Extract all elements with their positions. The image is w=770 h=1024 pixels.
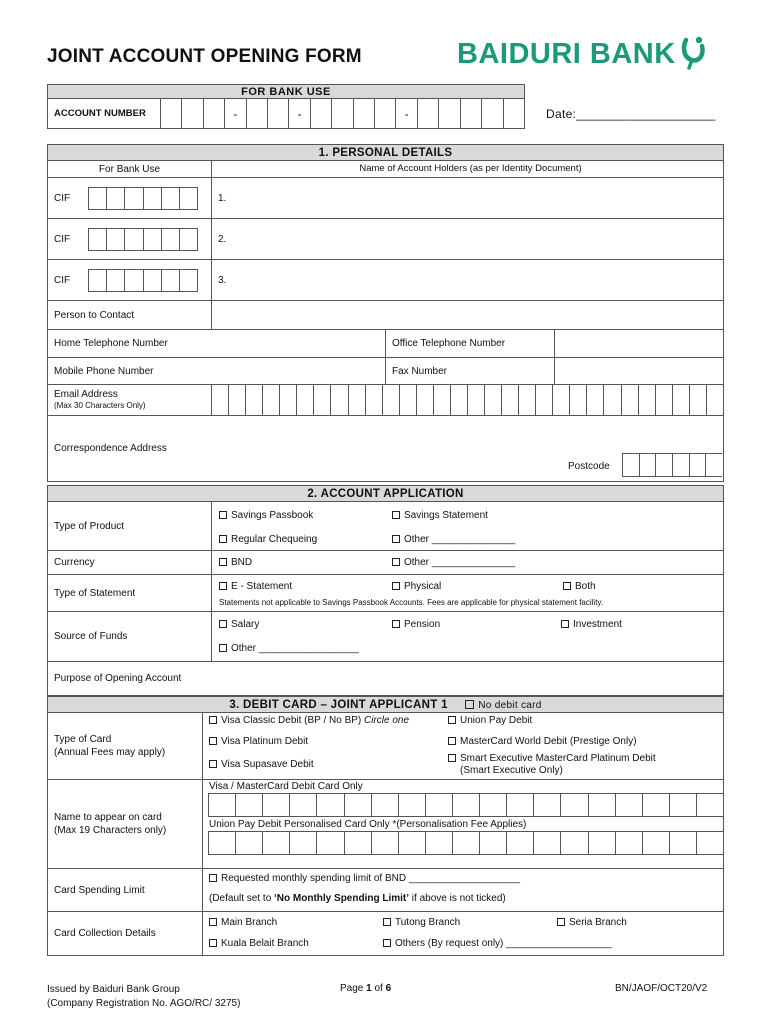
- person-to-contact-field[interactable]: [212, 301, 723, 329]
- correspondence-address-label: Correspondence Address: [54, 443, 167, 454]
- e-statement-option[interactable]: E - Statement: [219, 581, 292, 592]
- logo-mark-icon: [678, 34, 706, 74]
- salary-option[interactable]: Salary: [219, 619, 259, 630]
- logo-text: BAIDURI BANK: [457, 37, 676, 70]
- pension-option[interactable]: Pension: [392, 619, 440, 630]
- name-on-card-label: Name to appear on card (Max 19 Characters only): [48, 780, 203, 868]
- form-title: JOINT ACCOUNT OPENING FORM: [47, 46, 362, 67]
- postcode-boxes[interactable]: [622, 453, 722, 477]
- for-bank-use-label: For Bank Use: [48, 161, 212, 177]
- statement-note: Statements not applicable to Savings Passbook Accounts. Fees are applicable for physical statement facility.: [219, 598, 604, 607]
- physical-option[interactable]: Physical: [392, 581, 441, 592]
- holder-2-name[interactable]: 2.: [218, 233, 227, 245]
- union-personalised-label: Union Pay Debit Personalised Card Only *(Personalisation Fee Applies): [209, 819, 527, 830]
- type-of-product-label: Type of Product: [48, 502, 212, 550]
- cif-3-boxes[interactable]: [88, 269, 198, 292]
- cif-2-boxes[interactable]: [88, 228, 198, 251]
- investment-option[interactable]: Investment: [561, 619, 622, 630]
- type-of-statement-label: Type of Statement: [48, 575, 212, 611]
- source-of-funds-label: Source of Funds: [48, 612, 212, 661]
- requested-limit-option[interactable]: Requested monthly spending limit of BND ____________________: [209, 873, 520, 884]
- page-number: Page 1 of 6: [340, 983, 392, 994]
- union-pay-option[interactable]: Union Pay Debit: [448, 715, 532, 726]
- cif-3: CIF: [48, 260, 212, 300]
- regular-chequeing-option[interactable]: Regular Chequeing: [219, 534, 317, 545]
- holders-header: Name of Account Holders (as per Identity Document): [359, 162, 582, 174]
- cif-1-boxes[interactable]: [88, 187, 198, 210]
- email-boxes[interactable]: [212, 385, 723, 415]
- union-name-boxes[interactable]: [208, 831, 723, 855]
- fax-label: Fax Number: [386, 358, 555, 384]
- email-label: Email Address (Max 30 Characters Only): [48, 385, 212, 415]
- savings-statement-option[interactable]: Savings Statement: [392, 510, 488, 521]
- spending-limit-label: Card Spending Limit: [48, 869, 203, 911]
- bank-use-header: FOR BANK USE: [48, 85, 524, 99]
- product-other-option[interactable]: Other _______________: [392, 534, 515, 545]
- currency-label: Currency: [48, 551, 212, 574]
- cif-1: CIF: [48, 178, 212, 218]
- bank-logo: [457, 34, 706, 74]
- account-number-label: ACCOUNT NUMBER: [48, 99, 161, 128]
- account-number-cells[interactable]: - - -: [161, 99, 524, 128]
- currency-other-option[interactable]: Other _______________: [392, 557, 515, 568]
- tutong-branch-option[interactable]: Tutong Branch: [383, 917, 460, 928]
- collection-label: Card Collection Details: [48, 912, 203, 955]
- no-debit-card-option[interactable]: No debit card: [465, 700, 541, 711]
- default-limit-note: (Default set to ‘No Monthly Spending Limit’ if above is not ticked): [209, 893, 506, 904]
- funds-other-option[interactable]: Other __________________: [219, 643, 359, 654]
- account-application-header: 2. ACCOUNT APPLICATION: [48, 486, 723, 502]
- postcode-label: Postcode: [568, 461, 610, 472]
- account-application-section: [47, 485, 724, 696]
- others-request-option[interactable]: Others (By request only) ___________________: [383, 938, 612, 949]
- mastercard-world-option[interactable]: MasterCard World Debit (Prestige Only): [448, 736, 637, 747]
- office-tel-label: Office Telephone Number: [386, 330, 555, 357]
- purpose-label[interactable]: Purpose of Opening Account: [54, 673, 182, 684]
- office-tel-field[interactable]: [555, 330, 723, 357]
- footer-issuer: Issued by Baiduri Bank Group (Company Registration No. AGO/RC/ 3275): [47, 984, 241, 1009]
- personal-details-header: 1. PERSONAL DETAILS: [48, 145, 723, 161]
- mobile-label: Mobile Phone Number: [48, 358, 386, 384]
- smart-executive-option[interactable]: Smart Executive MasterCard Platinum Debit (Smart Executive Only): [448, 753, 656, 777]
- cif-2: CIF: [48, 219, 212, 259]
- holder-1-name[interactable]: 1.: [218, 192, 227, 204]
- visa-classic-option[interactable]: Visa Classic Debit (BP / No BP) Circle one: [209, 715, 409, 726]
- currency-bnd-option[interactable]: BND: [219, 557, 252, 568]
- main-branch-option[interactable]: Main Branch: [209, 917, 277, 928]
- visa-supasave-option[interactable]: Visa Supasave Debit: [209, 759, 314, 770]
- type-of-card-label: Type of Card (Annual Fees may apply): [48, 713, 203, 779]
- visa-platinum-option[interactable]: Visa Platinum Debit: [209, 736, 308, 747]
- visa-mc-only-label: Visa / MasterCard Debit Card Only: [209, 781, 363, 792]
- savings-passbook-option[interactable]: Savings Passbook: [219, 510, 313, 521]
- date-field[interactable]: Date:____________________: [546, 107, 716, 121]
- both-option[interactable]: Both: [563, 581, 596, 592]
- person-to-contact-label: Person to Contact: [48, 301, 212, 329]
- seria-branch-option[interactable]: Seria Branch: [557, 917, 627, 928]
- kuala-belait-option[interactable]: Kuala Belait Branch: [209, 938, 309, 949]
- form-code: BN/JAOF/OCT20/V2: [615, 983, 708, 994]
- debit-card-header: 3. DEBIT CARD – JOINT APPLICANT 1 No debit card: [48, 697, 723, 713]
- home-tel-label: Home Telephone Number: [48, 330, 386, 357]
- holder-3-name[interactable]: 3.: [218, 274, 227, 286]
- bank-use-box: [47, 84, 525, 129]
- visa-name-boxes[interactable]: [208, 793, 723, 817]
- debit-card-section: [47, 696, 724, 956]
- fax-field[interactable]: [555, 358, 723, 384]
- personal-details-section: [47, 144, 724, 482]
